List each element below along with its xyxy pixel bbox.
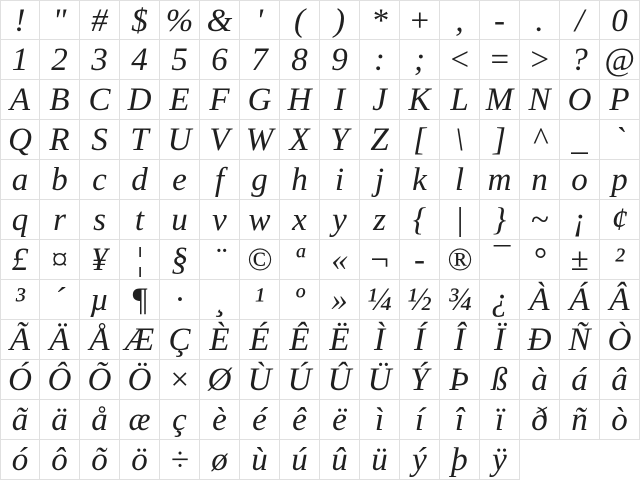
glyph-cell[interactable]: $ (120, 0, 160, 40)
glyph-cell[interactable]: É (240, 320, 280, 360)
glyph-cell[interactable]: ® (440, 240, 480, 280)
glyph-cell[interactable]: R (40, 120, 80, 160)
glyph-cell[interactable]: Ê (280, 320, 320, 360)
glyph-cell[interactable]: é (240, 400, 280, 440)
glyph-cell[interactable]: ¿ (480, 280, 520, 320)
glyph-cell[interactable]: Ç (160, 320, 200, 360)
glyph-cell[interactable]: . (520, 0, 560, 40)
glyph-cell[interactable]: Ï (480, 320, 520, 360)
glyph-cell[interactable]: Ù (240, 360, 280, 400)
glyph-cell[interactable]: * (360, 0, 400, 40)
glyph-cell[interactable]: ? (560, 40, 600, 80)
glyph-cell[interactable]: ì (360, 400, 400, 440)
glyph-cell[interactable]: å (80, 400, 120, 440)
glyph-cell[interactable]: L (440, 80, 480, 120)
glyph-cell[interactable]: \ (440, 120, 480, 160)
glyph-cell[interactable]: m (480, 160, 520, 200)
glyph-cell[interactable]: } (480, 200, 520, 240)
glyph-cell[interactable]: Ø (200, 360, 240, 400)
glyph-cell[interactable]: » (320, 280, 360, 320)
glyph-row (0, 120, 640, 160)
glyph-row (0, 40, 640, 80)
glyph-cell[interactable]: è (200, 400, 240, 440)
glyph-cell[interactable]: Å (80, 320, 120, 360)
glyph-cell[interactable]: ¬ (360, 240, 400, 280)
glyph-cell[interactable]: a (0, 160, 40, 200)
glyph-cell[interactable]: G (240, 80, 280, 120)
glyph-cell[interactable]: - (480, 0, 520, 40)
glyph-cell[interactable]: ÷ (160, 440, 200, 480)
glyph-cell[interactable]: ~ (520, 200, 560, 240)
glyph-row (0, 80, 640, 120)
glyph-cell[interactable]: | (440, 200, 480, 240)
glyph-cell[interactable]: 5 (160, 40, 200, 80)
glyph-cell[interactable]: À (520, 280, 560, 320)
glyph-cell[interactable]: o (560, 160, 600, 200)
glyph-cell[interactable]: U (160, 120, 200, 160)
glyph-cell[interactable]: ¾ (440, 280, 480, 320)
glyph-cell[interactable]: @ (600, 40, 640, 80)
glyph-cell[interactable]: Ô (40, 360, 80, 400)
glyph-cell[interactable]: P (600, 80, 640, 120)
glyph-cell[interactable]: Ã (0, 320, 40, 360)
glyph-cell[interactable]: # (80, 0, 120, 40)
glyph-cell[interactable]: d (120, 160, 160, 200)
glyph-cell[interactable]: ¦ (120, 240, 160, 280)
glyph-cell[interactable]: ² (600, 240, 640, 280)
glyph-cell[interactable]: Ì (360, 320, 400, 360)
glyph-cell[interactable]: ± (560, 240, 600, 280)
glyph-cell[interactable]: z (360, 200, 400, 240)
glyph-cell[interactable]: 0 (600, 0, 640, 40)
glyph-cell[interactable]: T (120, 120, 160, 160)
glyph-cell[interactable]: / (560, 0, 600, 40)
glyph-cell[interactable]: I (320, 80, 360, 120)
glyph-cell[interactable]: ° (520, 240, 560, 280)
glyph-cell[interactable]: i (320, 160, 360, 200)
glyph-cell[interactable]: s (80, 200, 120, 240)
glyph-cell[interactable]: æ (120, 400, 160, 440)
empty-cell (560, 440, 600, 480)
glyph-cell[interactable]: Ú (280, 360, 320, 400)
glyph-cell[interactable]: K (400, 80, 440, 120)
glyph-cell[interactable]: × (160, 360, 200, 400)
glyph-cell[interactable]: ¯ (480, 240, 520, 280)
glyph-cell[interactable]: ¸ (200, 280, 240, 320)
glyph-cell[interactable]: ¨ (200, 240, 240, 280)
glyph-cell[interactable]: Â (600, 280, 640, 320)
glyph-cell[interactable]: : (360, 40, 400, 80)
glyph-cell[interactable]: ; (400, 40, 440, 80)
glyph-cell[interactable]: ! (0, 0, 40, 40)
glyph-cell[interactable]: ^ (520, 120, 560, 160)
glyph-cell[interactable]: j (360, 160, 400, 200)
glyph-cell[interactable]: 3 (80, 40, 120, 80)
glyph-cell[interactable]: ô (40, 440, 80, 480)
glyph-cell[interactable]: ) (320, 0, 360, 40)
glyph-cell[interactable]: ø (200, 440, 240, 480)
glyph-row (0, 320, 640, 360)
glyph-cell[interactable]: ¡ (560, 200, 600, 240)
empty-cell (600, 440, 640, 480)
glyph-cell[interactable]: [ (400, 120, 440, 160)
glyph-cell[interactable]: Ë (320, 320, 360, 360)
empty-cell (520, 440, 560, 480)
glyph-cell[interactable]: D (120, 80, 160, 120)
glyph-cell[interactable]: Ð (520, 320, 560, 360)
glyph-cell[interactable]: y (320, 200, 360, 240)
glyph-cell[interactable]: · (160, 280, 200, 320)
glyph-cell[interactable]: µ (80, 280, 120, 320)
glyph-cell[interactable]: M (480, 80, 520, 120)
glyph-row (0, 240, 640, 280)
glyph-cell[interactable]: ð (520, 400, 560, 440)
glyph-cell[interactable]: k (400, 160, 440, 200)
glyph-cell[interactable]: ' (240, 0, 280, 40)
glyph-cell[interactable]: 2 (40, 40, 80, 80)
glyph-cell[interactable]: ñ (560, 400, 600, 440)
glyph-cell[interactable]: ¼ (360, 280, 400, 320)
glyph-cell[interactable]: Í (400, 320, 440, 360)
glyph-cell[interactable]: Ñ (560, 320, 600, 360)
glyph-cell[interactable]: J (360, 80, 400, 120)
glyph-cell[interactable]: u (160, 200, 200, 240)
glyph-cell[interactable]: r (40, 200, 80, 240)
glyph-cell[interactable]: 1 (0, 40, 40, 80)
glyph-cell[interactable]: Ü (360, 360, 400, 400)
glyph-cell[interactable]: ï (480, 400, 520, 440)
glyph-cell[interactable]: ª (280, 240, 320, 280)
glyph-cell[interactable]: « (320, 240, 360, 280)
glyph-cell[interactable]: û (320, 440, 360, 480)
glyph-cell[interactable]: î (440, 400, 480, 440)
glyph-cell[interactable]: Û (320, 360, 360, 400)
glyph-cell[interactable]: ê (280, 400, 320, 440)
glyph-cell[interactable]: ë (320, 400, 360, 440)
glyph-cell[interactable]: X (280, 120, 320, 160)
glyph-cell[interactable]: F (200, 80, 240, 120)
glyph-cell[interactable]: Á (560, 280, 600, 320)
glyph-cell[interactable]: + (400, 0, 440, 40)
glyph-cell[interactable]: l (440, 160, 480, 200)
glyph-cell[interactable]: Þ (440, 360, 480, 400)
glyph-cell[interactable]: ´ (40, 280, 80, 320)
glyph-cell[interactable]: { (400, 200, 440, 240)
glyph-cell[interactable]: Q (0, 120, 40, 160)
glyph-cell[interactable]: < (440, 40, 480, 80)
glyph-cell[interactable]: à (520, 360, 560, 400)
glyph-cell[interactable]: t (120, 200, 160, 240)
glyph-cell[interactable]: 8 (280, 40, 320, 80)
glyph-cell[interactable]: - (400, 240, 440, 280)
glyph-cell[interactable]: ä (40, 400, 80, 440)
glyph-cell[interactable]: S (80, 120, 120, 160)
glyph-cell[interactable]: ú (280, 440, 320, 480)
glyph-cell[interactable]: E (160, 80, 200, 120)
glyph-cell[interactable]: V (200, 120, 240, 160)
glyph-cell[interactable]: ¶ (120, 280, 160, 320)
glyph-cell[interactable]: 6 (200, 40, 240, 80)
glyph-cell[interactable]: ` (600, 120, 640, 160)
glyph-cell[interactable]: á (560, 360, 600, 400)
glyph-cell[interactable]: 9 (320, 40, 360, 80)
glyph-cell[interactable]: f (200, 160, 240, 200)
glyph-cell[interactable]: h (280, 160, 320, 200)
glyph-cell[interactable]: Y (320, 120, 360, 160)
glyph-cell[interactable]: Æ (120, 320, 160, 360)
glyph-cell[interactable]: È (200, 320, 240, 360)
glyph-cell[interactable]: õ (80, 440, 120, 480)
glyph-row (0, 200, 640, 240)
glyph-cell[interactable]: ö (120, 440, 160, 480)
glyph-cell[interactable]: Ý (400, 360, 440, 400)
glyph-row (0, 280, 640, 320)
glyph-cell[interactable]: ¥ (80, 240, 120, 280)
glyph-cell[interactable]: ç (160, 400, 200, 440)
glyph-cell[interactable]: Õ (80, 360, 120, 400)
glyph-cell[interactable]: â (600, 360, 640, 400)
glyph-row (0, 360, 640, 400)
glyph-row (0, 0, 640, 40)
glyph-row (0, 400, 640, 440)
glyph-cell[interactable]: í (400, 400, 440, 440)
glyph-cell[interactable]: ¢ (600, 200, 640, 240)
glyph-cell[interactable]: Ä (40, 320, 80, 360)
glyph-cell[interactable]: 4 (120, 40, 160, 80)
glyph-cell[interactable]: ] (480, 120, 520, 160)
glyph-cell[interactable]: g (240, 160, 280, 200)
glyph-cell[interactable]: v (200, 200, 240, 240)
glyph-cell[interactable]: B (40, 80, 80, 120)
glyph-cell[interactable]: n (520, 160, 560, 200)
glyph-cell[interactable]: ü (360, 440, 400, 480)
glyph-cell[interactable]: ¹ (240, 280, 280, 320)
glyph-cell[interactable]: º (280, 280, 320, 320)
glyph-cell[interactable]: Ö (120, 360, 160, 400)
glyph-cell[interactable]: c (80, 160, 120, 200)
glyph-cell[interactable]: e (160, 160, 200, 200)
glyph-cell[interactable]: þ (440, 440, 480, 480)
glyph-cell[interactable]: Z (360, 120, 400, 160)
glyph-cell[interactable]: ã (0, 400, 40, 440)
glyph-cell[interactable]: ³ (0, 280, 40, 320)
glyph-cell[interactable]: , (440, 0, 480, 40)
glyph-cell[interactable]: ( (280, 0, 320, 40)
glyph-cell[interactable]: q (0, 200, 40, 240)
glyph-cell[interactable]: " (40, 0, 80, 40)
glyph-row (0, 160, 640, 200)
glyph-cell[interactable]: ß (480, 360, 520, 400)
glyph-cell[interactable]: Ò (600, 320, 640, 360)
glyph-cell[interactable]: C (80, 80, 120, 120)
glyph-cell[interactable]: ½ (400, 280, 440, 320)
glyph-cell[interactable]: £ (0, 240, 40, 280)
glyph-cell[interactable]: N (520, 80, 560, 120)
glyph-cell[interactable]: = (480, 40, 520, 80)
glyph-cell[interactable]: > (520, 40, 560, 80)
glyph-cell[interactable]: % (160, 0, 200, 40)
glyph-cell[interactable]: ó (0, 440, 40, 480)
glyph-cell[interactable]: W (240, 120, 280, 160)
glyph-cell[interactable]: p (600, 160, 640, 200)
glyph-cell[interactable]: x (280, 200, 320, 240)
glyph-cell[interactable]: ÿ (480, 440, 520, 480)
glyph-cell[interactable]: Î (440, 320, 480, 360)
glyph-cell[interactable]: 7 (240, 40, 280, 80)
glyph-cell[interactable]: ý (400, 440, 440, 480)
glyph-cell[interactable]: § (160, 240, 200, 280)
glyph-cell[interactable]: ¤ (40, 240, 80, 280)
glyph-cell[interactable]: _ (560, 120, 600, 160)
glyph-cell[interactable]: b (40, 160, 80, 200)
glyph-cell[interactable]: A (0, 80, 40, 120)
glyph-cell[interactable]: & (200, 0, 240, 40)
glyph-cell[interactable]: ò (600, 400, 640, 440)
glyph-cell[interactable]: w (240, 200, 280, 240)
glyph-cell[interactable]: © (240, 240, 280, 280)
glyph-cell[interactable]: O (560, 80, 600, 120)
glyph-row (0, 440, 640, 480)
glyph-cell[interactable]: H (280, 80, 320, 120)
glyph-cell[interactable]: Ó (0, 360, 40, 400)
glyph-cell[interactable]: ù (240, 440, 280, 480)
